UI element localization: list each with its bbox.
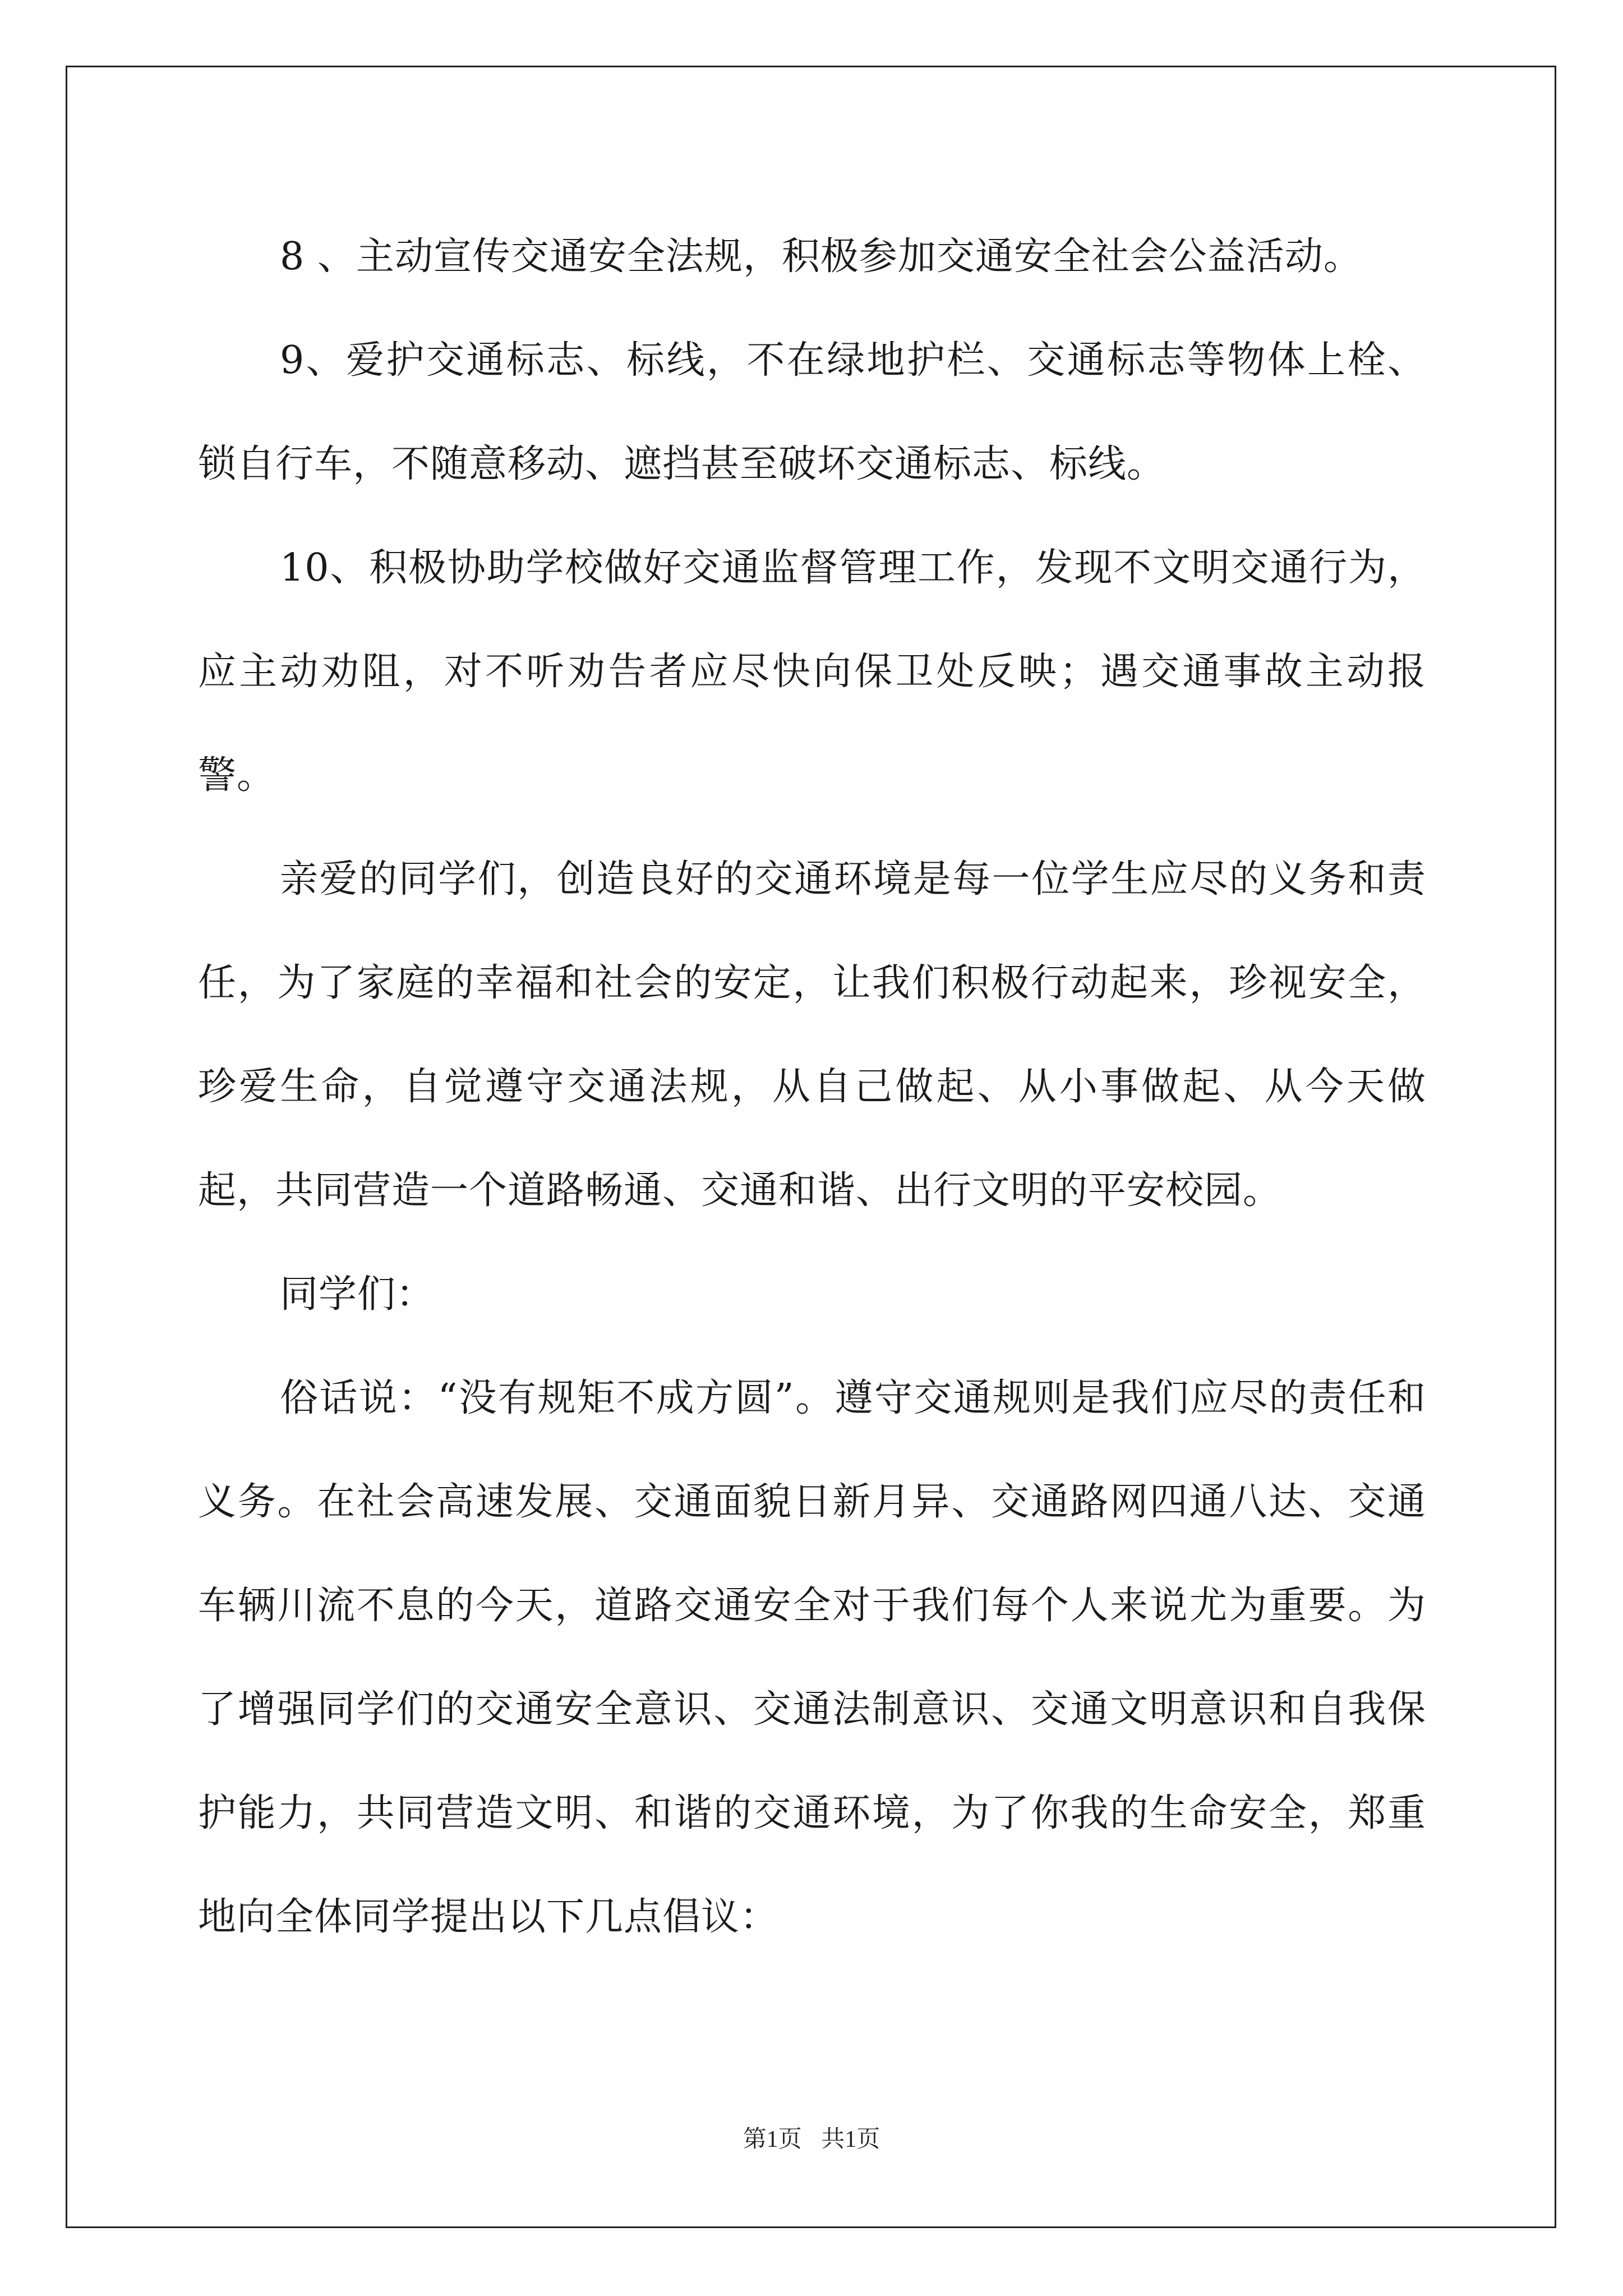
paragraph-appeal: 亲爱的同学们，创造良好的交通环境是每一位学生应尽的义务和责任，为了家庭的幸福和社会的安定，让我们积极行动起来，珍视安全，珍爱生命，自觉遵守交通法规，从自己做起、从小事做起、从今天做起，共同营造一个道路畅通、交通和谐、出行文明的平安校园。 <box>198 857 1426 1213</box>
paragraph-salutation: 同学们： <box>280 1272 435 1317</box>
paragraph-proposal-intro: 俗话说：“没有规矩不成方圆”。遵守交通规则是我们应尽的责任和义务。在社会高速发展、交通面貌日新月异、交通路网四通八达、交通车辆川流不息的今天，道路交通安全对于我们每个人来说尤为重要。为了增强同学们的交通安全意识、交通法制意识、交通文明意识和自我保护能力，共同营造文明、和谐的交通环境，为了你我的生命安全，郑重地向全体同学提出以下几点倡议： <box>198 1376 1426 1939</box>
document-body <box>198 205 1426 1969</box>
page-number: 第1页 <box>743 2127 802 2152</box>
page-total: 共1页 <box>821 2127 880 2152</box>
page-footer <box>0 2120 1623 2154</box>
paragraph-item-8: 8 、主动宣传交通安全法规，积极参加交通安全社会公益活动。 <box>280 234 1362 279</box>
paragraph-item-9: 9、爱护交通标志、标线，不在绿地护栏、交通标志等物体上栓、锁自行车，不随意移动、遮挡甚至破坏交通标志、标线。 <box>198 338 1426 486</box>
paragraph-item-10: 10、积极协助学校做好交通监督管理工作，发现不文明交通行为，应主动劝阻，对不听劝告者应尽快向保卫处反映；遇交通事故主动报警。 <box>198 546 1426 798</box>
